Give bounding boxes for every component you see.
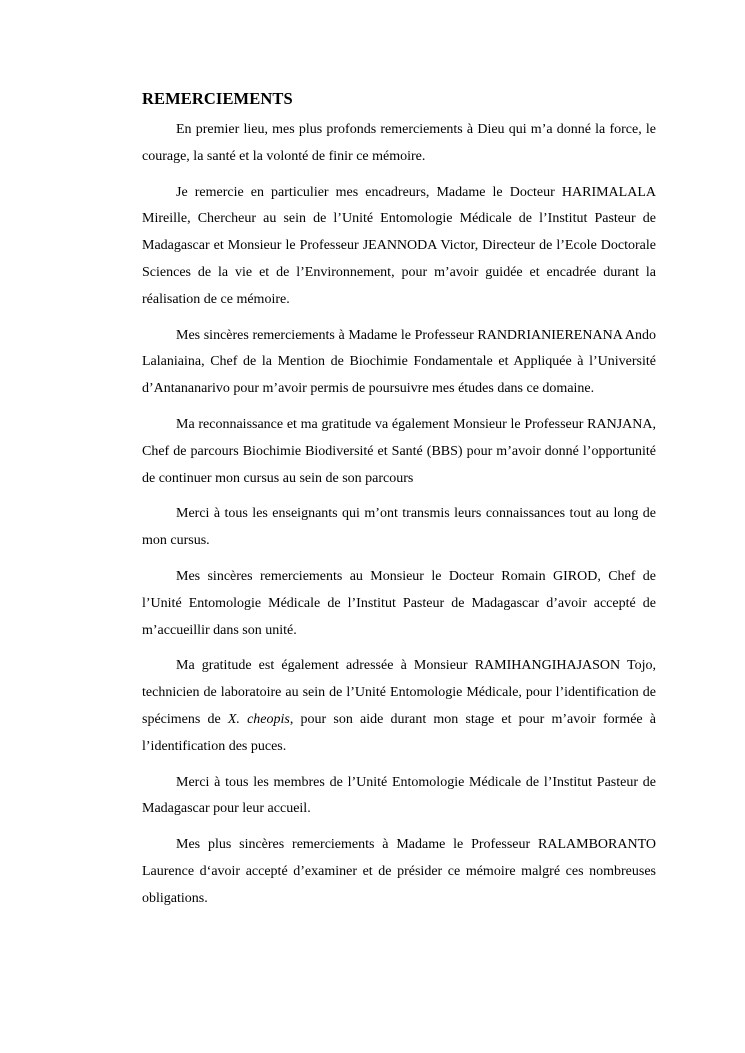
paragraph-chef-unite: Mes sincères remerciements au Monsieur le Docteur Romain GIROD, Chef de l’Unité Entomologie Médicale de l’Institut Pasteur de Madagascar d’avoir accepté de m’accueillir dans son unité. bbox=[142, 568, 656, 638]
paragraph-encadreurs: Je remercie en particulier mes encadreurs, Madame le Docteur HARIMALALA Mireille, Chercheur au sein de l’Unité Entomologie Médicale de l’Institut Pasteur de Madagascar et Monsieur le Professeur JEANNODA Victor, Directeur de l’Ecole Doctorale Sciences de la vie et de l’Environnement, pour m’avoir guidée et encadrée durant la réalisation de ce mémoire. bbox=[142, 184, 656, 307]
paragraph-chef-parcours: Ma reconnaissance et ma gratitude va également Monsieur le Professeur RANJANA, Chef de parcours Biochimie Biodiversité et Santé (BBS) pour m’avoir donné l’opportunité de continuer mon cursus au sein de son parcours bbox=[142, 416, 656, 486]
paragraph-president: Mes plus sincères remerciements à Madame le Professeur RALAMBORANTO Laurence d‘avoir accepté d’examiner et de présider ce mémoire malgré ces nombreuses obligations. bbox=[142, 837, 656, 906]
document-page bbox=[142, 86, 656, 922]
species-name: X. cheopis bbox=[227, 711, 290, 727]
paragraph-technicien bbox=[142, 653, 656, 760]
page-title: REMERCIEMENTS bbox=[142, 89, 293, 108]
paragraph-dieu: En premier lieu, mes plus profonds remerciements à Dieu qui m’a donné la force, le courage, la santé et la volonté de finir ce mémoire. bbox=[142, 122, 656, 164]
paragraph-membres: Merci à tous les membres de l’Unité Entomologie Médicale de l’Institut Pasteur de Madagascar pour leur accueil. bbox=[142, 774, 656, 817]
paragraph-technicien-before: Ma gratitude est également adressée à Monsieur RAMIHANGIHAJASON Tojo, technicien de laboratoire au sein de l’Unité Entomologie Médicale, pour l’identification de spécimens de bbox=[142, 658, 656, 727]
paragraph-enseignants: Merci à tous les enseignants qui m’ont transmis leurs connaissances tout au long de mon cursus. bbox=[142, 506, 656, 549]
paragraph-technicien-after: , pour son aide durant mon stage et pour m’avoir formée à l’identification des puces. bbox=[142, 711, 657, 754]
paragraph-chef-mention: Mes sincères remerciements à Madame le Professeur RANDRIANIERENANA Ando Lalaniaina, Chef de la Mention de Biochimie Fondamentale et Appliquée à l’Université d’Antananarivo pour m’avoir permis de poursuivre mes études dans ce domaine. bbox=[142, 327, 656, 397]
